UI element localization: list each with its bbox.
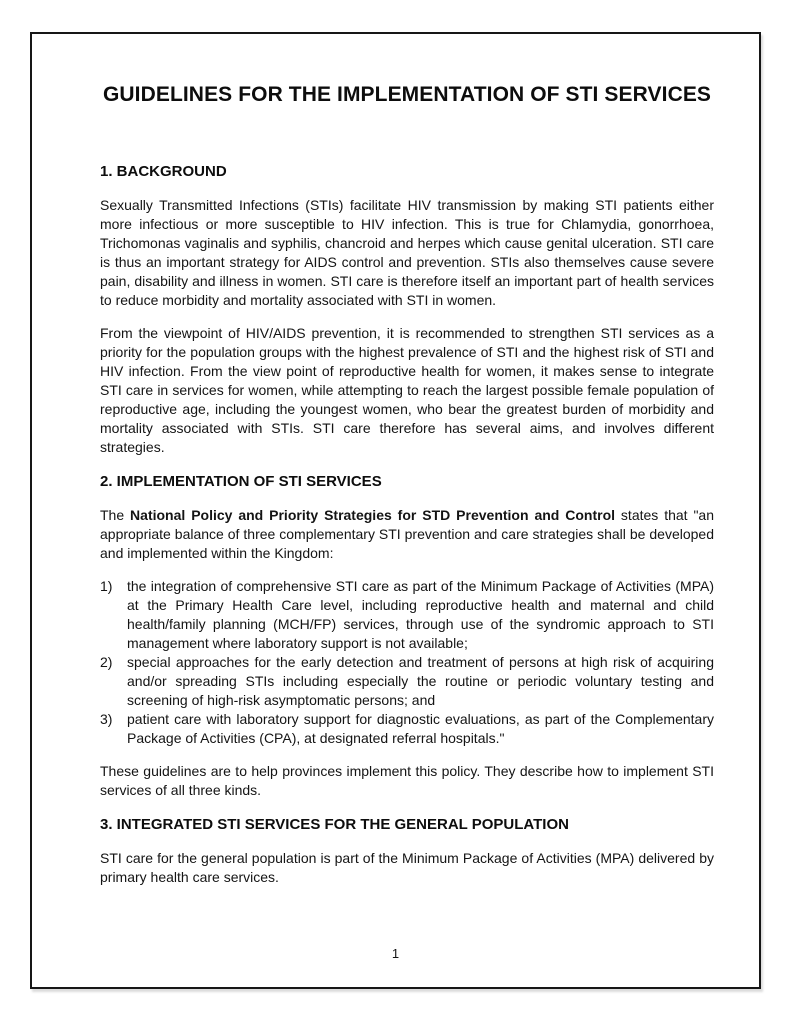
list-item-text: patient care with laboratory support for diagnostic evaluations, as part of the Complementary Package of Activities (CPA), at designated referral hospitals." xyxy=(127,711,714,746)
document-title: GUIDELINES FOR THE IMPLEMENTATION OF STI SERVICES xyxy=(102,83,712,106)
list-item-number: 1) xyxy=(100,578,113,594)
list-item-number: 2) xyxy=(100,654,113,670)
page-border-frame xyxy=(30,32,761,989)
paragraph-policy-intro xyxy=(100,506,714,563)
paragraph-background-1: Sexually Transmitted Infections (STIs) facilitate HIV transmission by making STI patients either more infectious or more susceptible to HIV infection. This is true for Chlamydia, gonorrhoea, Trichomonas vaginalis and syphilis, chancroid and herpes which cause genital ulceration. STI care is thus an important strategy for AIDS control and prevention. STIs also themselves cause severe pain, disability and illness in women. STI care is therefore itself an important part of health services to reduce morbidity and mortality associated with STI in women. xyxy=(100,197,714,308)
policy-intro-post: states that "an appropriate balance of three complementary STI prevention and care strategies shall be developed and implemented within the Kingdom: xyxy=(100,507,715,561)
list-item-text: the integration of comprehensive STI care as part of the Minimum Package of Activities (MPA) at the Primary Health Care level, including reproductive health and maternal and child health/family planning (MCH/FP) services, through use of the syndromic approach to STI management where laboratory support is not available; xyxy=(127,578,714,651)
list-item xyxy=(100,577,714,653)
paragraph-guidelines-closing: These guidelines are to help provinces implement this policy. They describe how to implement STI services of all three kinds. xyxy=(100,763,714,798)
paragraph-general-population: STI care for the general population is part of the Minimum Package of Activities (MPA) delivered by primary health care services. xyxy=(100,850,714,885)
strategy-list xyxy=(100,577,714,748)
policy-title-bold: National Policy and Priority Strategies for STD Prevention and Control xyxy=(130,507,616,523)
section-heading-integrated-services: 3. INTEGRATED STI SERVICES FOR THE GENERAL POPULATION xyxy=(100,816,569,833)
paragraph-background-2: From the viewpoint of HIV/AIDS prevention, it is recommended to strengthen STI services as a priority for the population groups with the highest prevalence of STI and the highest risk of STI and HIV infection. From the view point of reproductive health for women, it makes sense to integrate STI care in services for women, while attempting to reach the largest possible female population of reproductive age, including the youngest women, who bear the greatest burden of morbidity and mortality associated with STIs. STI care therefore has several aims, and involves different strategies. xyxy=(100,325,714,455)
section-heading-background: 1. BACKGROUND xyxy=(100,163,227,180)
list-item-number: 3) xyxy=(100,711,113,727)
policy-intro-pre: The xyxy=(100,507,131,523)
list-item xyxy=(100,710,714,748)
page-content xyxy=(32,34,759,987)
page-number: 1 xyxy=(391,946,400,961)
list-item xyxy=(100,653,714,710)
section-heading-implementation: 2. IMPLEMENTATION OF STI SERVICES xyxy=(100,473,382,490)
list-item-text: special approaches for the early detection and treatment of persons at high risk of acquiring and/or spreading STIs including especially the routine or periodic voluntary testing and screening of high-risk asymptomatic persons; and xyxy=(127,654,714,708)
